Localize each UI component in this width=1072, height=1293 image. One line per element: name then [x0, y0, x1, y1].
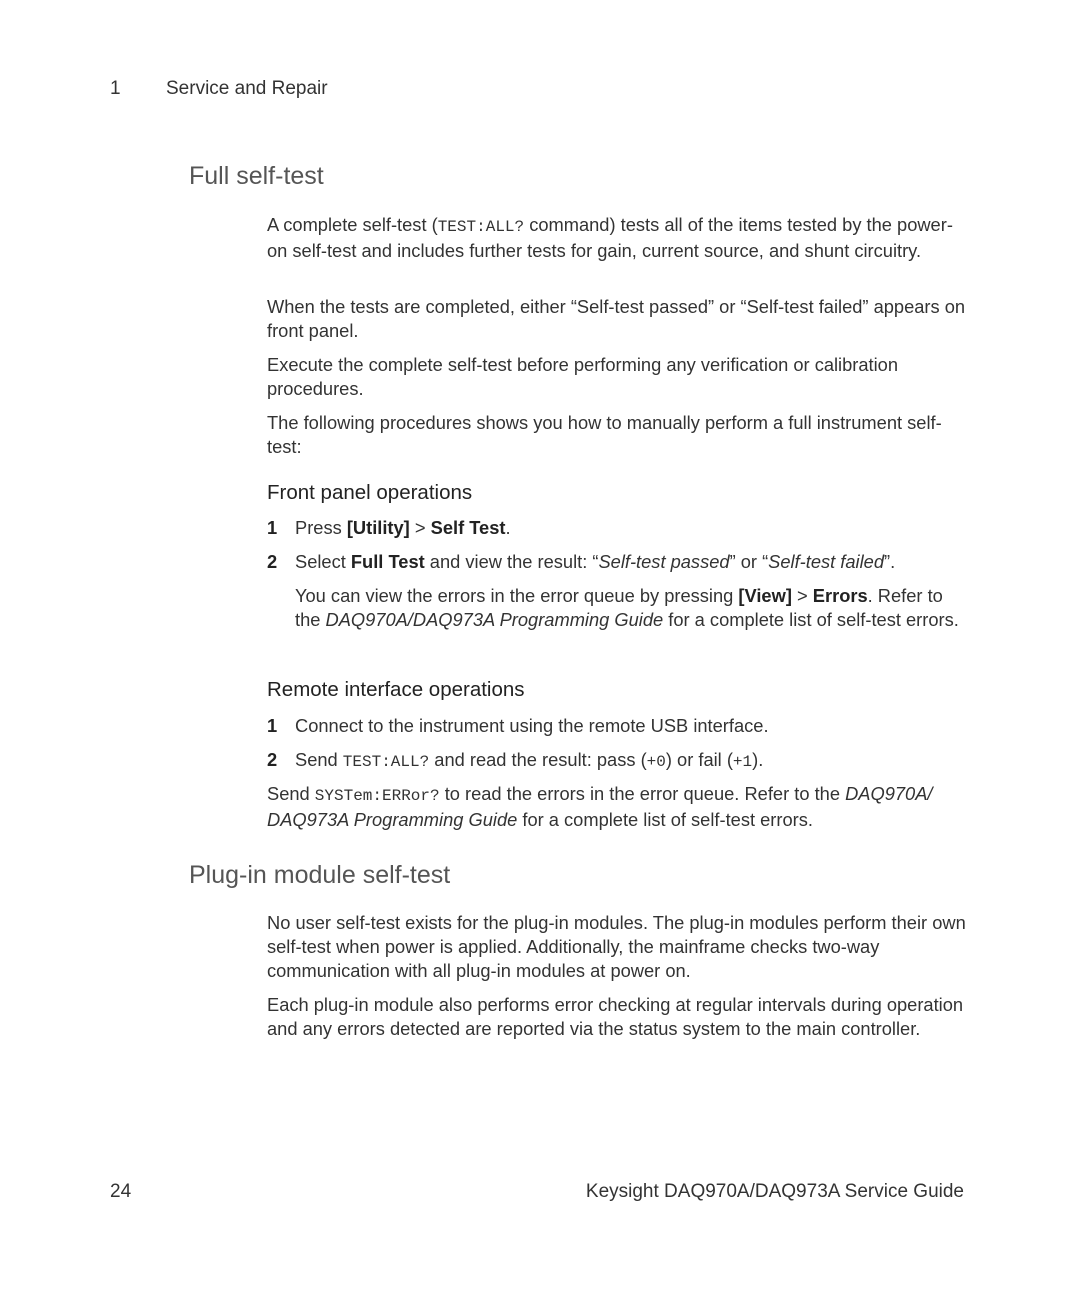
code-pass: +0 — [646, 753, 666, 771]
view-key: [View] — [738, 585, 792, 606]
programming-guide-reference: DAQ970A/DAQ973A Programming Guide — [325, 609, 664, 630]
chapter-title: Service and Repair — [166, 78, 328, 99]
full-test-softkey: Full Test — [350, 551, 425, 572]
section-title-plug-in-module: Plug-in module self-test — [189, 861, 451, 889]
code-test-all: TEST:ALL? — [342, 753, 430, 771]
running-header — [110, 78, 328, 100]
self-test-softkey: Self Test — [430, 517, 506, 538]
remote-step-1: 1 Connect to the instrument using the remote USB interface. — [267, 715, 769, 736]
section-title-full-self-test: Full self-test — [189, 162, 324, 190]
page-number: 24 — [110, 1181, 132, 1202]
subsection-title-remote: Remote interface operations — [267, 678, 525, 701]
code-fail: +1 — [732, 753, 753, 771]
plugin-paragraph-1: No user self-test exists for the plug-in modules. The plug-in modules perform their own self-test when power is applied. Additionally, the mainframe checks two-way communication with all plug-in modules at power on. — [267, 912, 966, 981]
code-system-error: SYSTem:ERRor? — [314, 787, 440, 805]
front-panel-step-2: 2 Select Full Test and view the result: “Self-test passed” or “Self-test failed”. — [267, 551, 896, 572]
front-panel-step-1: 1 Press [Utility] > Self Test. — [267, 517, 511, 538]
paragraph-1: A complete self-test (TEST:ALL? command) tests all of the items tested by the power-on self-test and includes further tests for gain, current source, and shunt circuitry. — [267, 214, 953, 261]
chapter-number: 1 — [110, 78, 121, 99]
errors-softkey: Errors — [812, 585, 868, 606]
paragraph-2: When the tests are completed, either “Self-test passed” or “Self-test failed” appears on front panel. — [267, 296, 966, 341]
paragraph-3: Execute the complete self-test before performing any verification or calibration procedures. — [267, 354, 899, 399]
document-title: Keysight DAQ970A/DAQ973A Service Guide — [585, 1181, 964, 1202]
code-test-all: TEST:ALL? — [437, 218, 525, 236]
utility-key: [Utility] — [346, 517, 410, 538]
plugin-paragraph-2: Each plug-in module also performs error checking at regular intervals during operation and any errors detected are reported via the status system to the main controller. — [267, 994, 964, 1039]
programming-guide-reference: DAQ970A/ DAQ973A Programming Guide — [267, 783, 933, 830]
remote-note: Send SYSTem:ERRor? to read the errors in the error queue. Refer to the DAQ970A/ DAQ973A Programming Guide for a complete list of self-test errors. — [267, 783, 933, 830]
subsection-title-front-panel: Front panel operations — [267, 481, 473, 504]
paragraph-4: The following procedures shows you how to manually perform a full instrument self-test: — [267, 412, 942, 457]
remote-step-2: 2 Send TEST:ALL? and read the result: pass (+0) or fail (+1). — [267, 749, 764, 771]
front-panel-note: You can view the errors in the error queue by pressing [View] > Errors. Refer to the DAQ970A/DAQ973A Programming Guide for a complete list of self-test errors. — [295, 585, 959, 630]
